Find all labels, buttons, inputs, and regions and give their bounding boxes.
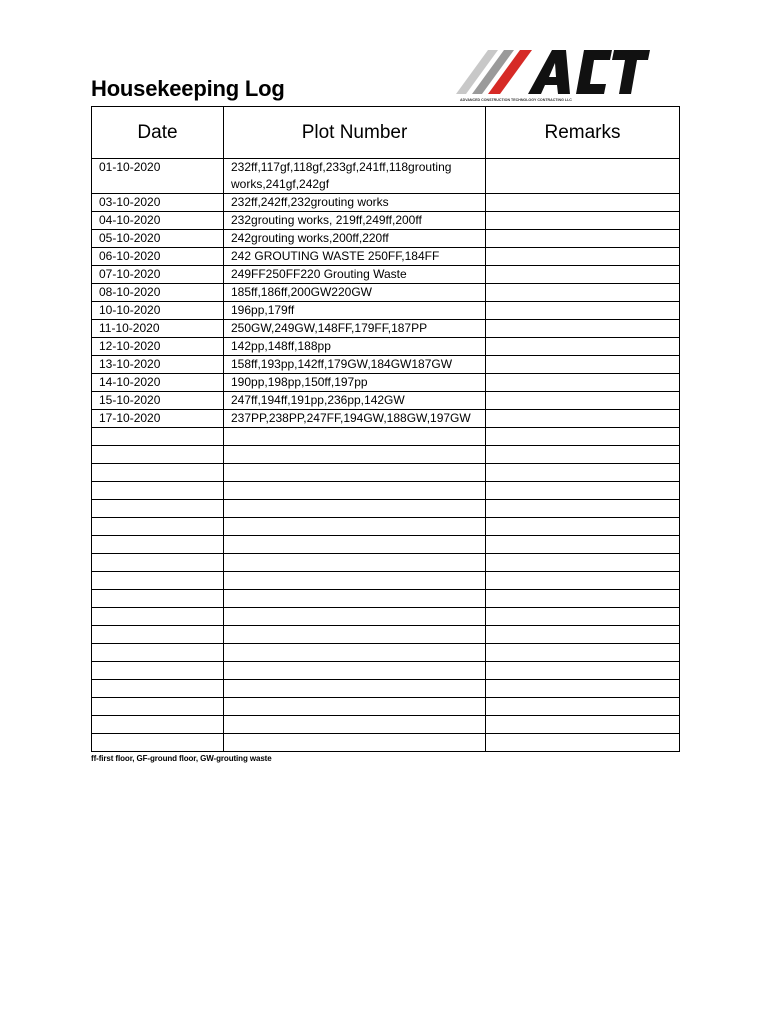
table-row (92, 302, 680, 320)
date-cell: 12-10-2020 (92, 338, 224, 356)
remarks-cell (486, 554, 680, 572)
act-logo-icon (452, 48, 652, 104)
table-row (92, 626, 680, 644)
plot-number-cell: 185ff,186ff,200GW220GW (224, 284, 486, 302)
table-row (92, 194, 680, 212)
plot-number-cell (224, 662, 486, 680)
date-cell (92, 644, 224, 662)
date-cell (92, 734, 224, 752)
plot-number-cell: 232ff,117gf,118gf,233gf,241ff,118grouting works,241gf,242gf (224, 159, 486, 194)
table-row (92, 428, 680, 446)
table-header-row (92, 107, 680, 159)
date-cell: 07-10-2020 (92, 266, 224, 284)
table-row (92, 590, 680, 608)
table-row (92, 518, 680, 536)
date-cell: 08-10-2020 (92, 284, 224, 302)
plot-number-cell: 249FF250FF220 Grouting Waste (224, 266, 486, 284)
remarks-cell (486, 716, 680, 734)
plot-number-cell (224, 428, 486, 446)
table-row (92, 554, 680, 572)
table-row (92, 500, 680, 518)
plot-number-cell (224, 554, 486, 572)
housekeeping-log-table (91, 106, 680, 752)
date-cell (92, 608, 224, 626)
date-cell: 06-10-2020 (92, 248, 224, 266)
remarks-cell (486, 284, 680, 302)
table-row (92, 464, 680, 482)
remarks-cell (486, 410, 680, 428)
remarks-cell (486, 518, 680, 536)
date-cell (92, 626, 224, 644)
table-row (92, 266, 680, 284)
remarks-cell (486, 608, 680, 626)
table-row (92, 320, 680, 338)
date-cell (92, 662, 224, 680)
plot-number-cell (224, 572, 486, 590)
table-row (92, 230, 680, 248)
remarks-cell (486, 698, 680, 716)
plot-number-cell (224, 734, 486, 752)
plot-number-cell (224, 464, 486, 482)
remarks-cell (486, 159, 680, 194)
date-cell: 01-10-2020 (92, 159, 224, 194)
table-row (92, 734, 680, 752)
date-cell: 11-10-2020 (92, 320, 224, 338)
plot-number-cell (224, 536, 486, 554)
table-row (92, 572, 680, 590)
plot-number-cell: 232grouting works, 219ff,249ff,200ff (224, 212, 486, 230)
date-cell (92, 464, 224, 482)
remarks-cell (486, 248, 680, 266)
remarks-cell (486, 194, 680, 212)
date-cell (92, 698, 224, 716)
logo-subtitle: ADVANCED CONSTRUCTION TECHNOLOGY CONTRACTING LLC (460, 98, 572, 102)
table-row (92, 159, 680, 194)
remarks-cell (486, 302, 680, 320)
date-cell: 17-10-2020 (92, 410, 224, 428)
remarks-cell (486, 482, 680, 500)
remarks-cell (486, 266, 680, 284)
plot-number-cell: 242grouting works,200ff,220ff (224, 230, 486, 248)
date-cell (92, 590, 224, 608)
table-row (92, 446, 680, 464)
remarks-cell (486, 338, 680, 356)
remarks-cell (486, 680, 680, 698)
table-row (92, 356, 680, 374)
remarks-cell (486, 446, 680, 464)
plot-number-cell: 142pp,148ff,188pp (224, 338, 486, 356)
remarks-cell (486, 734, 680, 752)
remarks-cell (486, 212, 680, 230)
date-cell: 04-10-2020 (92, 212, 224, 230)
plot-number-cell: 158ff,193pp,142ff,179GW,184GW187GW (224, 356, 486, 374)
table-body (92, 159, 680, 752)
plot-number-cell: 247ff,194ff,191pp,236pp,142GW (224, 392, 486, 410)
plot-number-cell (224, 608, 486, 626)
table-row (92, 284, 680, 302)
remarks-cell (486, 644, 680, 662)
table-row (92, 716, 680, 734)
date-cell: 13-10-2020 (92, 356, 224, 374)
table-row (92, 374, 680, 392)
footnote-legend: ff-first floor, GF-ground floor, GW-grouting waste (91, 754, 272, 763)
date-cell (92, 536, 224, 554)
remarks-cell (486, 626, 680, 644)
date-cell (92, 680, 224, 698)
table-row (92, 680, 680, 698)
date-cell: 03-10-2020 (92, 194, 224, 212)
plot-number-cell: 190pp,198pp,150ff,197pp (224, 374, 486, 392)
plot-number-cell (224, 698, 486, 716)
plot-number-cell: 196pp,179ff (224, 302, 486, 320)
table-row (92, 410, 680, 428)
date-cell (92, 446, 224, 464)
table-row (92, 608, 680, 626)
logo-wordmark (528, 50, 650, 94)
plot-number-cell: 250GW,249GW,148FF,179FF,187PP (224, 320, 486, 338)
date-cell (92, 554, 224, 572)
remarks-cell (486, 320, 680, 338)
remarks-cell (486, 590, 680, 608)
plot-number-cell (224, 626, 486, 644)
date-cell: 14-10-2020 (92, 374, 224, 392)
table-row (92, 482, 680, 500)
remarks-cell (486, 536, 680, 554)
remarks-cell (486, 662, 680, 680)
plot-number-cell: 237PP,238PP,247FF,194GW,188GW,197GW (224, 410, 486, 428)
date-cell (92, 716, 224, 734)
plot-number-cell: 242 GROUTING WASTE 250FF,184FF (224, 248, 486, 266)
table-row (92, 392, 680, 410)
date-cell (92, 572, 224, 590)
plot-number-cell (224, 716, 486, 734)
table-row (92, 212, 680, 230)
plot-number-cell (224, 644, 486, 662)
table-row (92, 248, 680, 266)
remarks-cell (486, 572, 680, 590)
column-header-remarks: Remarks (486, 107, 680, 159)
plot-number-cell: 232ff,242ff,232grouting works (224, 194, 486, 212)
table-row (92, 662, 680, 680)
table-row (92, 338, 680, 356)
plot-number-cell (224, 446, 486, 464)
table-row (92, 698, 680, 716)
date-cell (92, 518, 224, 536)
remarks-cell (486, 374, 680, 392)
plot-number-cell (224, 500, 486, 518)
date-cell (92, 500, 224, 518)
table-row (92, 536, 680, 554)
date-cell: 15-10-2020 (92, 392, 224, 410)
column-header-plot-number: Plot Number (224, 107, 486, 159)
page-title: Housekeeping Log (91, 76, 285, 101)
date-cell: 05-10-2020 (92, 230, 224, 248)
remarks-cell (486, 428, 680, 446)
remarks-cell (486, 356, 680, 374)
remarks-cell (486, 392, 680, 410)
date-cell (92, 482, 224, 500)
plot-number-cell (224, 518, 486, 536)
plot-number-cell (224, 590, 486, 608)
company-logo (452, 48, 652, 104)
plot-number-cell (224, 680, 486, 698)
table-row (92, 644, 680, 662)
plot-number-cell (224, 482, 486, 500)
remarks-cell (486, 464, 680, 482)
remarks-cell (486, 230, 680, 248)
remarks-cell (486, 500, 680, 518)
date-cell (92, 428, 224, 446)
date-cell: 10-10-2020 (92, 302, 224, 320)
column-header-date: Date (92, 107, 224, 159)
